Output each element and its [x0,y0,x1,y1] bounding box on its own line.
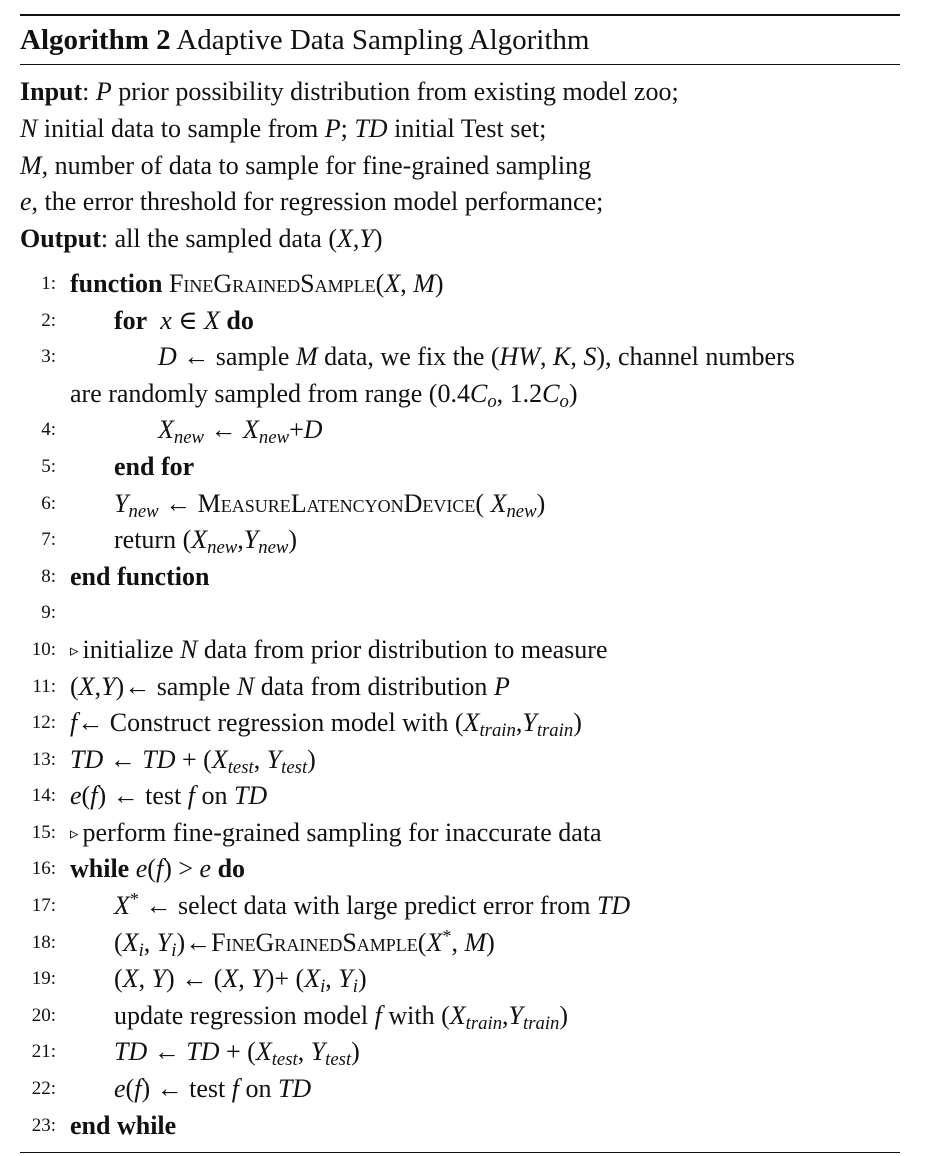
algo-line-21: 21: TD ← TD + ($X_{test}$, $Y_{test}$) [31,1037,360,1071]
algo-line-10: 10: ▹ initialize N data from prior distribution to measure [31,634,608,664]
algo-line-16: 16: while e(f) > e do [31,854,246,884]
algo-line-15: 15: ▹ perform fine-grained sampling for inaccurate data [31,817,602,847]
algo-line-14: 14: e(f) ← test f on TD [31,781,268,811]
algo-line-6: 6: $Y_{new}$ ← MeasureLatencyonDevice( $X_{new}$) [41,488,546,522]
comment-triangle-icon: ▹ [70,640,79,660]
algo-line-7: 7: return $(X_{new},Y_{new})$ [41,525,298,559]
algorithm-caption [20,16,900,64]
input-label: Input [20,77,83,106]
algo-line-11: 11: (X,Y)← sample N data from distribution P [32,671,510,701]
algo-line-3-continued: are randomly sampled from range ($0.4C_o$, $1.2C_o$) [70,378,578,412]
input-line-1: Input: P prior possibility distribution from existing model zoo; [20,77,679,106]
algo-line-5: 5: end for [41,451,195,481]
input-line-3: M, number of data to sample for fine-grained sampling [20,150,592,180]
algo-line-1: 1: function FineGrainedSample(X, M) [41,268,444,298]
input-line-4: e, the error threshold for regression model performance; [20,187,604,217]
bottom-rule-wrap [20,1152,900,1153]
io-section [20,74,900,258]
algo-line-4: 4: $X_{new}$ ← $X_{new}+D$ [41,415,323,449]
input-line-2: N initial data to sample from P; TD initial Test set; [20,113,547,143]
algo-line-20: 20: update regression model f with $(X_{train},Y_{train})$ [31,1000,569,1035]
algo-line-18: 18: ($X_i$, $Y_i)\leftarrow FineGrainedSample(X^*$, M) [31,925,495,961]
algo-line-9: 9: [41,602,56,624]
algo-line-23: 23: end while [31,1110,177,1140]
algorithm-label: Algorithm 2 [20,24,171,56]
algo-line-19: 19: (X, Y) ← (X, $Y)+ (X_i$, $Y_i$) [31,964,367,998]
comment-triangle-icon: ▹ [70,823,79,843]
algo-line-2: 2: for x ∈ X do [41,305,254,335]
algo-line-3: 3: D ← sample M data, we fix the (HW, K, S), channel numbers [41,342,795,372]
algo-line-8: 8: end function [41,561,210,591]
algo-line-13: 13: TD ← TD + ($X_{test}$, $Y_{test}$) [31,744,316,778]
algo-line-17: 17: X* ← select data with large predict error from TD [31,888,631,921]
algorithm-box [20,14,900,1153]
output-line: Output: all the sampled data (X,Y) [20,224,383,254]
bottom-rule [20,1152,900,1153]
algo-line-22: 22: e(f) ← test f on TD [31,1074,312,1104]
algo-line-12: 12: f← Construct regression model with $(X_{train},Y_{train})$ [31,708,582,742]
output-label: Output [20,224,101,254]
caption-rule [20,64,900,65]
algorithm-lines [20,266,900,1144]
algorithm-title: Adaptive Data Sampling Algorithm [176,24,590,56]
